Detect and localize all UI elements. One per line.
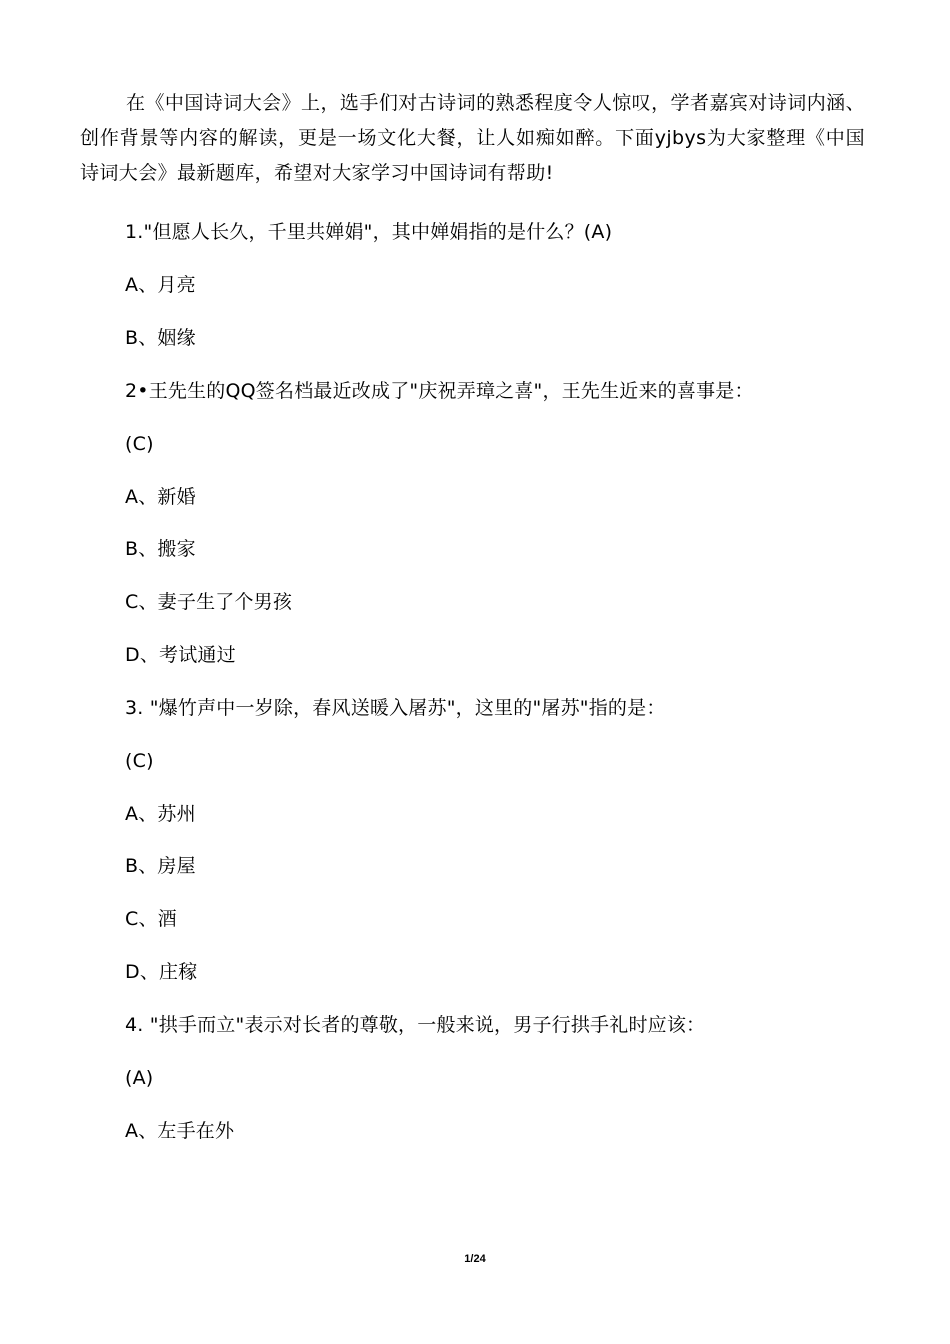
question-4-option-a: A、左手在外 xyxy=(125,1120,235,1142)
question-4-answer: (A) xyxy=(125,1067,154,1089)
question-2-text: 2•王先生的QQ签名档最近改成了"庆祝弄璋之喜"，王先生近来的喜事是： xyxy=(125,380,754,402)
question-3-option-d: D、庄稼 xyxy=(125,961,198,983)
question-2-option-d: D、考试通过 xyxy=(125,644,236,666)
question-4-text: 4. "拱手而立"表示对长者的尊敬，一般来说，男子行拱手礼时应该： xyxy=(125,1014,706,1036)
question-2-answer: (C) xyxy=(125,433,154,455)
question-2-option-b: B、搬家 xyxy=(125,538,196,560)
page-number: 1/24 xyxy=(464,1253,486,1265)
question-2-option-a: A、新婚 xyxy=(125,486,196,508)
question-1-option-b: B、姻缘 xyxy=(125,327,196,349)
intro-paragraph: 在《中国诗词大会》上，选手们对古诗词的熟悉程度令人惊叹，学者嘉宾对诗词内涵、创作背景等内容的解读，更是一场文化大餐，让人如痴如醉。下面yjbys为大家整理《中国诗词大会》最新题库，希望对大家学习中国诗词有帮助! xyxy=(80,92,865,184)
question-2-option-c: C、妻子生了个男孩 xyxy=(125,591,293,613)
question-3-answer: (C) xyxy=(125,750,154,772)
question-3-option-b: B、房屋 xyxy=(125,855,196,877)
question-3-option-c: C、酒 xyxy=(125,908,177,930)
question-3-option-a: A、苏州 xyxy=(125,803,196,825)
question-1-text: 1."但愿人长久，千里共婵娟"，其中婵娟指的是什么？(A) xyxy=(125,221,613,243)
question-3-text: 3. "爆竹声中一岁除，春风送暖入屠苏"，这里的"屠苏"指的是： xyxy=(125,697,666,719)
question-1-option-a: A、月亮 xyxy=(125,274,196,296)
